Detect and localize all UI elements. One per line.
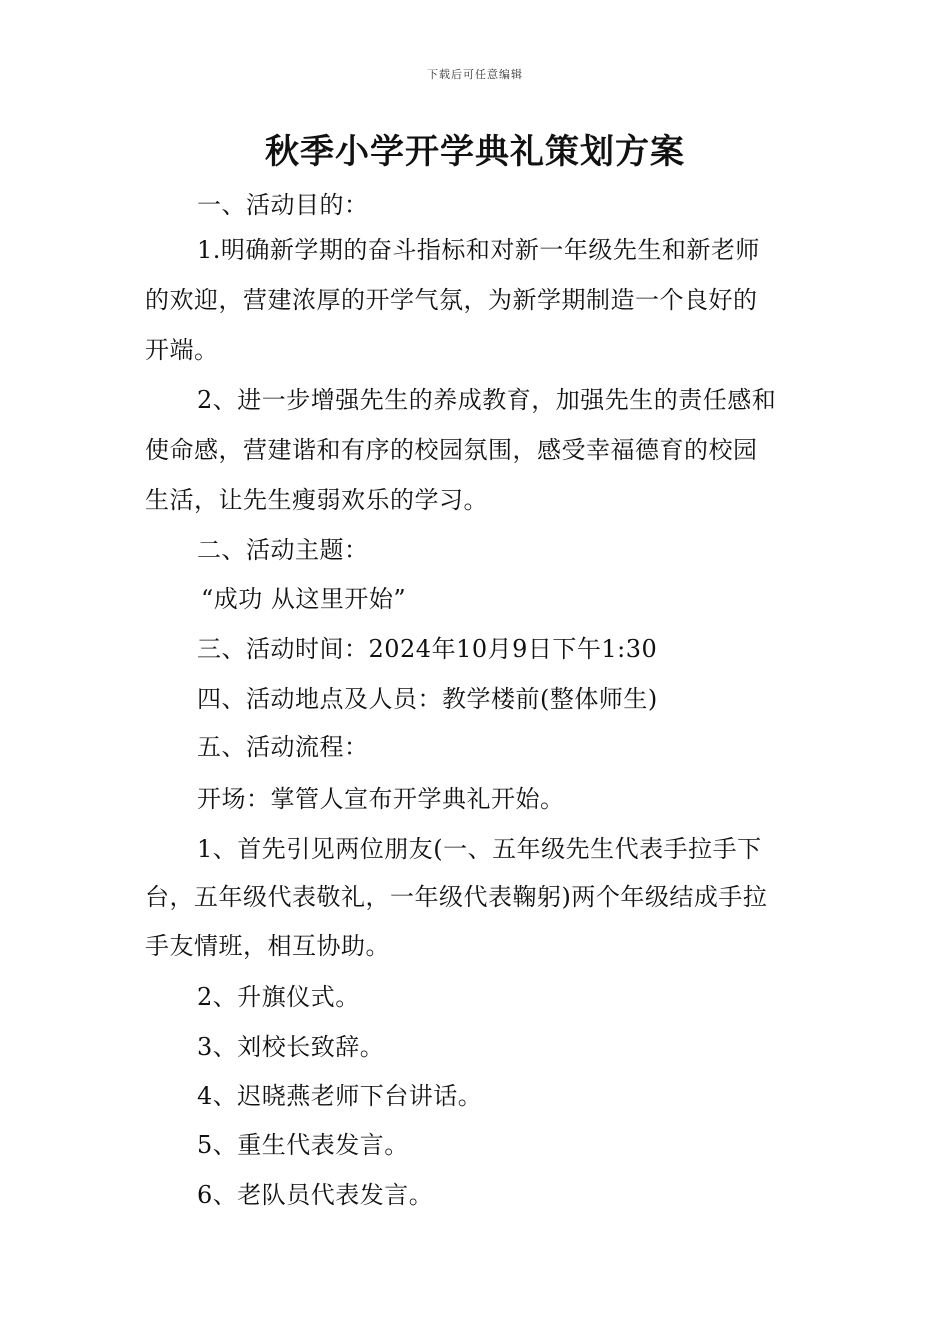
document-title: 秋季小学开学典礼策划方案 — [265, 132, 685, 172]
header-note: 下载后可任意编辑 — [427, 68, 523, 81]
section-heading-purpose: 一、活动目的： — [197, 191, 369, 219]
paragraph-line: 开端。 — [145, 336, 219, 364]
paragraph-line: 使命感，营建谐和有序的校园氛围，感受幸福德育的校园 — [145, 436, 758, 464]
paragraph-line: 开场：掌管人宣布开学典礼开始。 — [197, 785, 565, 813]
list-item: 5、重生代表发言。 — [197, 1131, 409, 1159]
section-heading-location: 四、活动地点及人员：教学楼前(整体师生) — [197, 685, 658, 713]
theme-text: “成功 从这里开始” — [201, 585, 407, 613]
paragraph-line: 1.明确新学期的奋斗指标和对新一年级先生和新老师 — [197, 236, 760, 264]
list-item: 3、刘校长致辞。 — [197, 1033, 385, 1061]
paragraph-line: 手友情班，相互协助。 — [145, 932, 390, 960]
section-heading-time: 三、活动时间：2024年10月9日下午1:30 — [197, 635, 658, 663]
section-heading-process: 五、活动流程： — [197, 733, 369, 761]
list-item: 2、升旗仪式。 — [197, 983, 360, 1011]
paragraph-line: 台，五年级代表敬礼，一年级代表鞠躬)两个年级结成手拉 — [145, 883, 768, 911]
list-item: 6、老队员代表发言。 — [197, 1181, 434, 1209]
list-item: 4、迟晓燕老师下台讲话。 — [197, 1082, 483, 1110]
paragraph-line: 生活，让先生瘦弱欢乐的学习。 — [145, 486, 488, 514]
section-heading-theme: 二、活动主题： — [197, 536, 369, 564]
paragraph-line: 的欢迎，营建浓厚的开学气氛，为新学期制造一个良好的 — [145, 286, 758, 314]
paragraph-line: 2、进一步增强先生的养成教育，加强先生的责任感和 — [197, 386, 777, 414]
paragraph-line: 1、首先引见两位朋友(一、五年级先生代表手拉手下 — [197, 835, 762, 863]
